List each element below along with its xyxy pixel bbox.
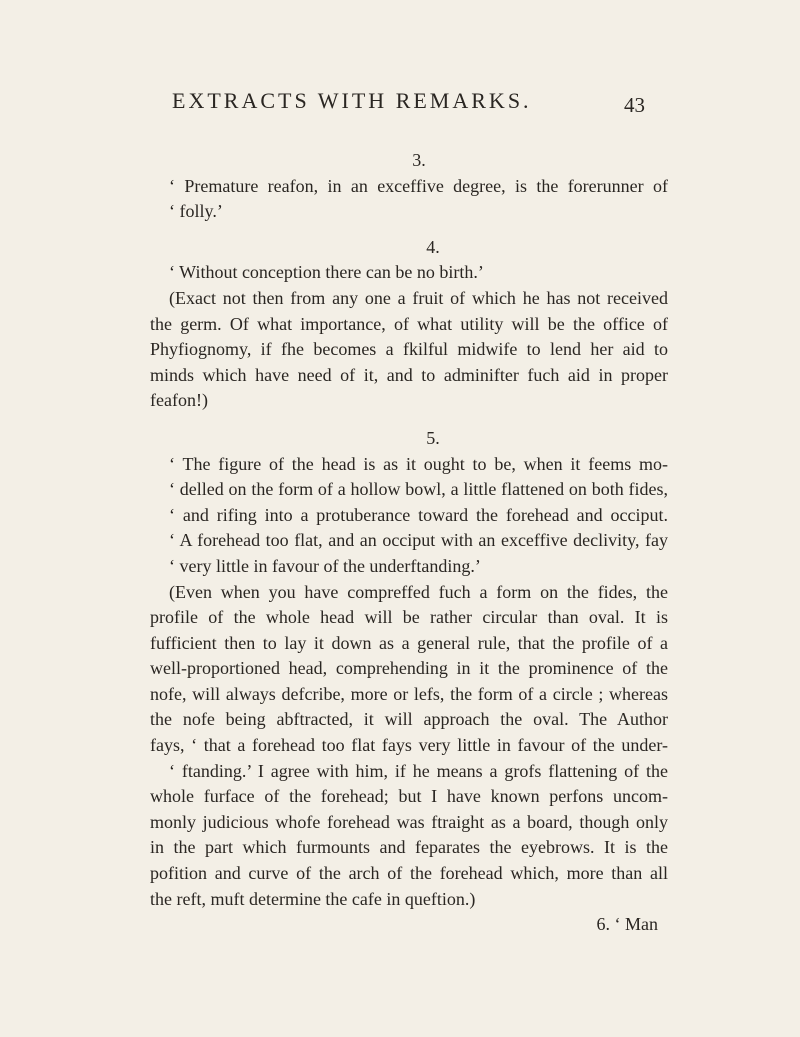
text-line: ‘ A forehead too flat, and an occiput with an exceffive declivity, fay — [169, 530, 668, 551]
text-line: whole furface of the forehead; but I have known perfons uncom- — [150, 786, 668, 807]
text-line: in the part which furmounts and feparates the eyebrows. It is the — [150, 837, 668, 858]
text-line: ‘ The figure of the head is as it ought to be, when it feems mo- — [169, 453, 668, 474]
page-number: 43 — [624, 93, 645, 117]
text-line: pofition and curve of the arch of the forehead which, more than all — [150, 863, 668, 884]
text-line: fays, ‘ that a forehead too flat fays very little in favour of the under- — [150, 735, 668, 756]
text-line: feafon!) — [150, 390, 208, 411]
text-line: profile of the whole head will be rather circular than oval. It is — [150, 607, 668, 628]
text-line: (Exact not then from any one a fruit of which he has not received — [169, 287, 668, 308]
text-line: monly judicious whofe forehead was ftraight as a board, though only — [150, 811, 668, 832]
text-line: ‘ folly.’ — [169, 201, 223, 222]
text-line: ‘ Without conception there can be no birth.’ — [169, 262, 484, 283]
text-line: fufficient then to lay it down as a general rule, that the profile of a — [150, 632, 668, 653]
catchword: 6. ‘ Man — [596, 914, 658, 935]
section-number-4: 4. — [426, 236, 440, 257]
page-header — [0, 88, 800, 128]
running-head: EXTRACTS WITH REMARKS. — [172, 88, 532, 113]
page-body — [150, 148, 668, 938]
text-line: well-proportioned head, comprehending in it the prominence of the — [150, 658, 668, 679]
text-line: the nofe being abftracted, it will approach the oval. The Author — [150, 709, 668, 730]
text-line: the germ. Of what importance, of what utility will be the office of — [150, 313, 668, 334]
text-line: ‘ and rifing into a protuberance toward the forehead and occiput. — [169, 504, 668, 525]
text-line: the reft, muft determine the cafe in queftion.) — [150, 888, 476, 909]
section-number-3: 3. — [412, 150, 426, 170]
text-line: ‘ delled on the form of a hollow bowl, a little flattened on both fides, — [169, 479, 668, 500]
text-line: (Even when you have compreffed fuch a form on the fides, the — [169, 581, 668, 602]
text-line: minds which have need of it, and to adminifter fuch aid in proper — [150, 364, 668, 385]
text-line: ‘ very little in favour of the underftanding.’ — [169, 555, 481, 576]
text-line: nofe, will always defcribe, more or lefs, the form of a circle ; whereas — [150, 683, 668, 704]
text-line: Phyfiognomy, if fhe becomes a fkilful midwife to lend her aid to — [150, 339, 668, 360]
text-line: ‘ ftanding.’ I agree with him, if he means a grofs flattening of the — [169, 760, 668, 781]
section-number-5: 5. — [426, 427, 440, 448]
text-line: ‘ Premature reafon, in an exceffive degree, is the forerunner of — [169, 175, 668, 196]
